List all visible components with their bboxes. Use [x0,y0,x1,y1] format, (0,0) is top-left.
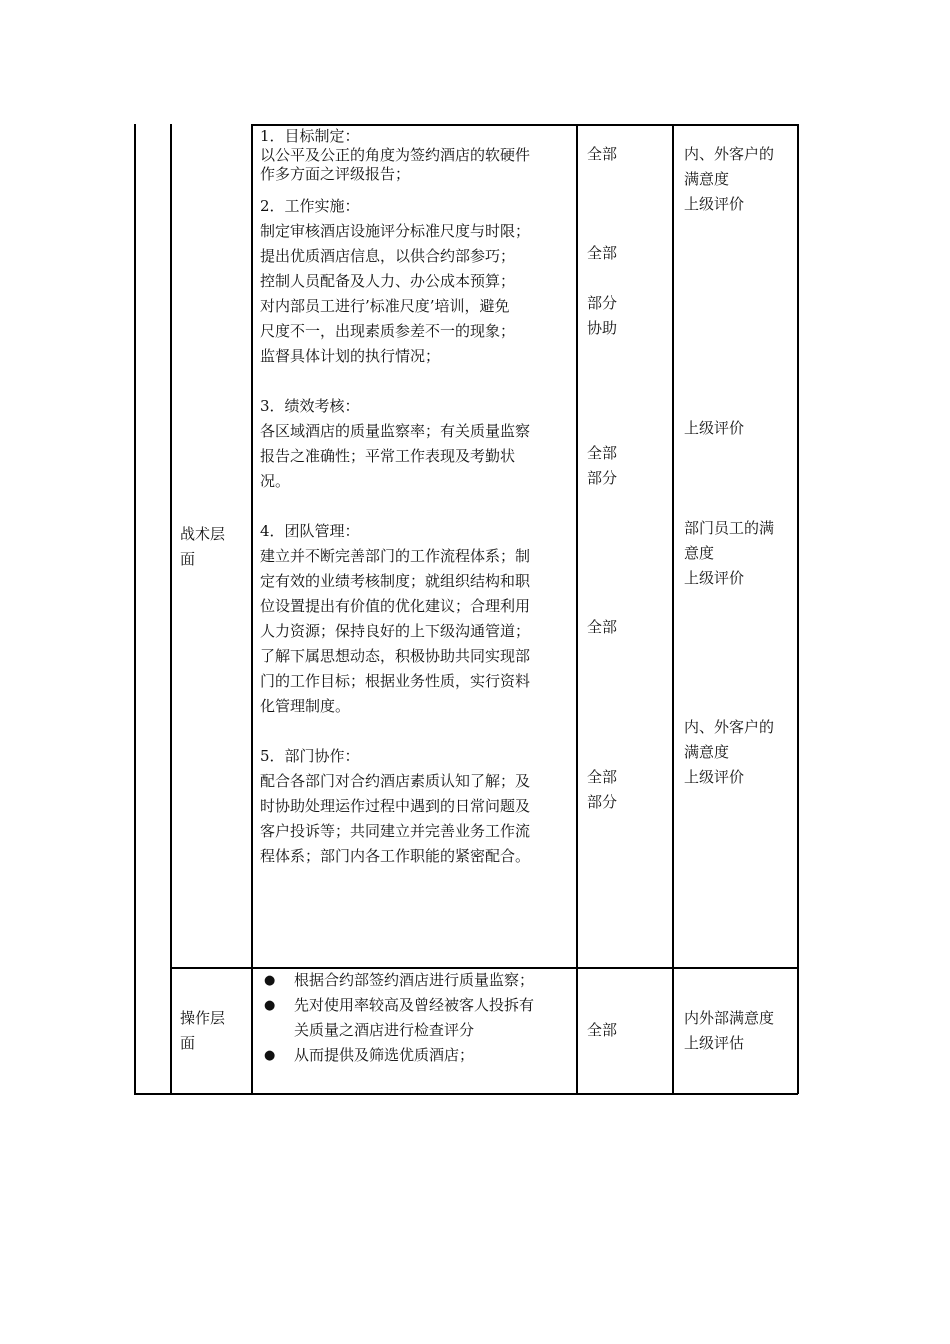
evaluation-value: 上级评价 [684,195,745,213]
section-line: 制定审核酒店设施评分标准尺度与时限； [260,222,531,240]
section-line: 人力资源；保持良好的上下级沟通管道； [260,622,531,640]
operational-scope: 全部 [587,1021,618,1039]
bullet-text: ● 从而提供及筛选优质酒店； [294,1046,475,1064]
section-line: 建立并不断完善部门的工作流程体系；制 [260,547,531,565]
column-line-3 [576,124,578,1094]
tactical-level-label [180,522,240,572]
section-line: 作多方面之评级报告； [260,165,411,183]
bullet-item [258,993,574,1043]
column-line-2 [251,124,253,1094]
section-line: 监督具体计划的执行情况； [260,347,441,365]
operational-duties-cell [258,968,574,1068]
section-line: 况。 [260,472,291,490]
scope-value: 部分 [587,294,618,312]
scope-value: 全部 [587,145,618,163]
bullet-item [258,968,574,993]
section-title: 4．团队管理： [260,522,360,540]
operational-evaluation: 上级评估 [684,1034,745,1052]
scope-value: 协助 [587,319,618,337]
section-line: 客户投诉等；共同建立并完善业务工作流 [260,822,531,840]
section-title: 1．目标制定： [260,127,360,145]
section-line: 提出优质酒店信息，以供合约部参巧； [260,247,516,265]
column-line-0 [134,124,136,1094]
scope-value: 全部 [587,444,618,462]
scope-value: 部分 [587,469,618,487]
evaluation-value: 内、外客户的 [684,718,775,736]
evaluation-value: 上级评价 [684,569,745,587]
operational-evaluation: 内外部满意度 [684,1009,775,1027]
evaluation-value: 内、外客户的 [684,145,775,163]
tactical-duties-cell [260,127,572,869]
evaluation-value: 意度 [684,544,715,562]
section-line: 配合各部门对合约酒店素质认知了解；及 [260,772,531,790]
section-line: 以公平及公正的角度为签约酒店的软硬件 [260,146,531,164]
section-title: 2．工作实施： [260,197,360,215]
evaluation-value: 满意度 [684,170,730,188]
scope-value: 全部 [587,244,618,262]
level-text: 战术层面 [180,525,226,568]
section-line: 程体系；部门内各工作职能的紧密配合。 [260,847,531,865]
section-line: 时协助处理运作过程中遇到的日常问题及 [260,797,531,815]
column-line-4 [672,124,674,1094]
section-line: 化管理制度。 [260,697,351,715]
bullet-item [258,1043,574,1068]
section-line: 位设置提出有价值的优化建议；合理利用 [260,597,531,615]
column-line-5 [797,124,799,1094]
level-text: 操作层面 [180,1009,226,1052]
section-line: 报告之准确性；平常工作表现及考勤状 [260,447,516,465]
bullet-text: ● 先对使用率较高及曾经被客人投拆有 [294,996,535,1014]
duty-section-implementation [260,194,572,369]
duty-section-goal [260,127,572,184]
section-line: 尺度不一，出现素质参差不一的现象； [260,322,516,340]
evaluation-value: 上级评价 [684,419,745,437]
bullet-text: 关质量之酒店进行检查评分 [294,1021,475,1039]
table-border-bottom [134,1093,798,1095]
evaluation-value: 满意度 [684,743,730,761]
section-line: 各区域酒店的质量监察率；有关质量监察 [260,422,531,440]
evaluation-value: 部门员工的满 [684,519,775,537]
duty-section-team [260,519,572,719]
evaluation-value: 上级评价 [684,768,745,786]
section-line: 控制人员配备及人力、办公成本预算； [260,272,516,290]
section-title: 5．部门协作： [260,747,360,765]
bullet-text: ● 根据合约部签约酒店进行质量监察； [294,971,535,989]
section-line: 对内部员工进行’标准尺度’培训，避免 [260,297,510,315]
scope-value: 全部 [587,768,618,786]
section-line: 定有效的业绩考核制度；就组织结构和职 [260,572,531,590]
scope-value: 部分 [587,793,618,811]
table-border-top [251,124,798,126]
duty-section-cooperation [260,744,572,869]
duty-section-performance [260,394,572,494]
section-title: 3．绩效考核： [260,397,360,415]
column-line-1 [170,124,172,1094]
scope-value: 全部 [587,618,618,636]
operational-level-label [180,1006,240,1056]
section-line: 门的工作目标；根据业务性质，实行资料 [260,672,531,690]
section-line: 了解下属思想动态，积极协助共同实现部 [260,647,531,665]
